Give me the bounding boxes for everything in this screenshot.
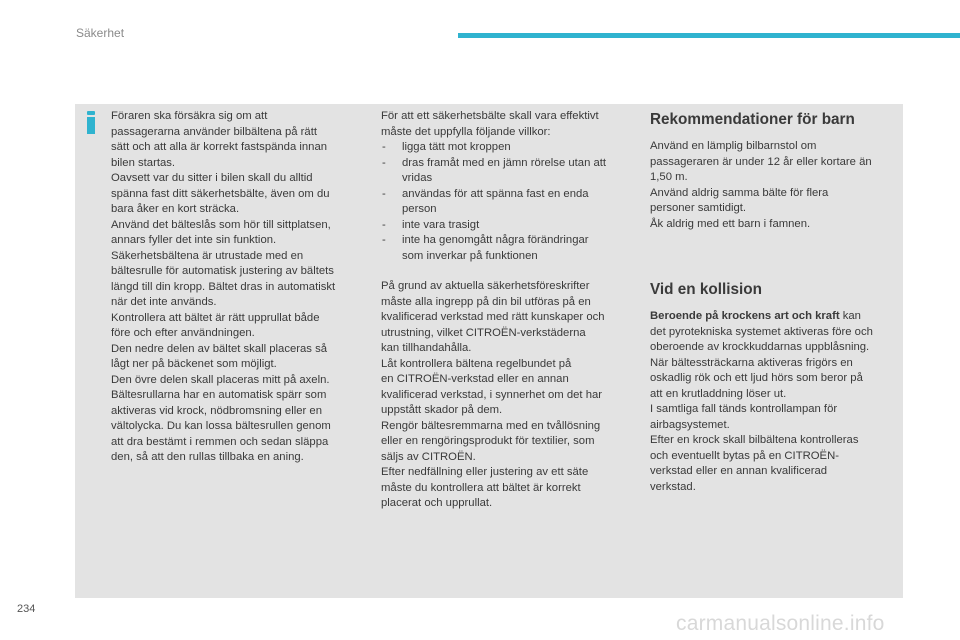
text-line: aktiveras vid krock, nödbromsning eller en (111, 404, 322, 417)
children-text (650, 139, 898, 232)
text-line: när det inte används. (111, 296, 217, 308)
text-line: oberoende av krockkuddarnas uppblåsning. (650, 341, 870, 353)
collision-lead-rest: kan (839, 310, 861, 322)
info-icon-stem (87, 117, 95, 134)
text-line: När bältessträckarna aktiveras frigörs en (650, 356, 853, 369)
dash-bullet: - (382, 156, 386, 169)
text-line: Efter nedfällning eller justering av ett säte (381, 466, 589, 478)
text-line: Låt kontrollera bältena regelbundet på (381, 357, 572, 370)
text-line: Kontrollera att bältet är rätt upprullat både (111, 311, 320, 324)
text-line: längd till din kropp. Bältet dras in automatiskt (111, 280, 336, 293)
dash-bullet: - (382, 218, 386, 231)
condition-line: ligga tätt mot kroppen (402, 141, 511, 153)
text-line: före och efter användningen. (111, 327, 255, 339)
collision-heading: Vid en kollision (650, 281, 762, 298)
text-line: personer samtidigt. (650, 202, 747, 214)
condition-item (381, 218, 633, 234)
text-line: annars fyller det inte sin funktion. (111, 234, 277, 246)
text-line: kan tillhandahålla. (381, 342, 472, 354)
condition-line: användas för att spänna fast en enda (402, 187, 589, 200)
condition-line: vridas (402, 172, 433, 184)
condition-line: inte vara trasigt (402, 218, 480, 231)
condition-line: som inverkar på funktionen (402, 249, 538, 262)
text-line: kvalificerad verkstad med rätt kunskaper och (381, 311, 605, 323)
dash-bullet: - (382, 234, 386, 246)
header-accent-bar (458, 33, 960, 38)
text-line: Bältesrullarna har en automatisk spärr som (111, 389, 327, 401)
dash-bullet: - (382, 141, 386, 153)
text-line: och eventuellt bytas på en CITROËN- (650, 449, 839, 462)
condition-item (381, 187, 633, 218)
text-line: Efter en krock skall bilbältena kontrolleras (650, 434, 859, 446)
watermark: carmanualsonline.info (676, 612, 885, 635)
text-line: Oavsett var du sitter i bilen skall du alltid (111, 172, 313, 184)
text-line: passagerarna använder bilbältena på rätt (111, 125, 317, 138)
children-collision-column (650, 109, 898, 495)
text-line: bara åker en kort sträcka. (111, 203, 240, 215)
text-line: verkstad eller en annan kvalificerad (650, 465, 828, 477)
text-line: utrustning, vilket CITROËN-verkstäderna (381, 326, 586, 339)
children-heading: Rekommendationer för barn (650, 111, 855, 128)
text-line: den, så att den rullas tillbaka en aning. (111, 451, 304, 463)
text-line: För att ett säkerhetsbälte skall vara effektivt (381, 110, 599, 122)
collision-text (650, 325, 898, 496)
text-line: Föraren ska försäkra sig om att (111, 110, 268, 122)
condition-line: inte ha genomgått några förändringar (402, 234, 589, 246)
text-line: verkstad. (650, 480, 696, 493)
text-line: Säkerhetsbältena är utrustade med en (111, 249, 304, 262)
seatbelt-conditions-column (381, 109, 633, 512)
text-line: spänna fast ditt säkerhetsbälte, även om du (111, 187, 330, 200)
collision-lead: Beroende på krockens art och kraft (650, 310, 840, 322)
text-line: Åk aldrig med ett barn i famnen. (650, 217, 811, 230)
text-line: airbagsystemet. (650, 418, 730, 431)
text-line: 1,50 m. (650, 171, 688, 183)
text-line: Använd en lämplig bilbarnstol om (650, 140, 817, 152)
conditions-list (381, 140, 633, 264)
text-line: Använd det bälteslås som hör till sittplatsen, (111, 218, 331, 231)
text-line: placerat och upprullat. (381, 497, 493, 509)
section-title: Säkerhet (76, 26, 125, 40)
info-icon-dot (87, 111, 95, 115)
text-line: måste det uppfylla följande villkor: (381, 125, 551, 138)
dash-bullet: - (382, 187, 386, 200)
condition-item (381, 233, 633, 264)
text-line: lågt ner på bäckenet som möjligt. (111, 358, 277, 370)
text-line: måste alla ingrepp på din bil utföras på en (381, 295, 591, 308)
page-number: 234 (17, 603, 36, 615)
text-line: att en krutladdning löser ut. (650, 387, 787, 400)
condition-line: person (402, 203, 437, 215)
text-line: det pyrotekniska systemet aktiveras före och (650, 325, 873, 338)
text-line: På grund av aktuella säkerhetsföreskrifter (381, 280, 590, 292)
text-line: sätt och att alla är korrekt fastspända innan (111, 141, 328, 153)
text-line: I samtliga fall tänds kontrollampan för (650, 403, 838, 415)
text-line: en CITROËN-verkstad eller en annan (381, 373, 569, 385)
condition-item (381, 156, 633, 187)
collision-first-line (650, 309, 898, 325)
text-line: vältolycka. Du kan lossa bältesrullen genom (111, 420, 331, 432)
text-line: passageraren är under 12 år eller kortare än (650, 155, 872, 168)
text-line: säljs av CITROËN. (381, 450, 476, 463)
text-line: uppstått skador på dem. (381, 404, 503, 416)
conditions-intro (381, 109, 633, 140)
condition-line: dras framåt med en jämn rörelse utan att (402, 156, 607, 169)
text-line: att dra bestämt i remmen och sedan släppa (111, 435, 329, 448)
maintenance-text (381, 279, 633, 512)
text-line: eller en rengöringsprodukt för textilier, som (381, 435, 595, 447)
condition-item (381, 140, 633, 156)
seatbelt-general-column (111, 109, 363, 466)
text-line: kvalificerad verkstad, i synnerhet om det har (381, 388, 603, 401)
info-icon (84, 111, 98, 134)
text-line: oskadlig rök och ett ljud hörs som beror på (650, 372, 863, 384)
text-line: måste du kontrollera att bältet är korrekt (381, 481, 581, 494)
text-line: bältesrulle för automatisk justering av bältets (111, 265, 334, 277)
text-line: Den övre delen skall placeras mitt på axeln. (111, 373, 330, 386)
text-line: Använd aldrig samma bälte för flera (650, 186, 829, 199)
text-line: bilen startas. (111, 156, 176, 169)
text-line: Rengör bältesremmarna med en tvållösning (381, 419, 601, 432)
text-line: Den nedre delen av bältet skall placeras så (111, 342, 328, 355)
